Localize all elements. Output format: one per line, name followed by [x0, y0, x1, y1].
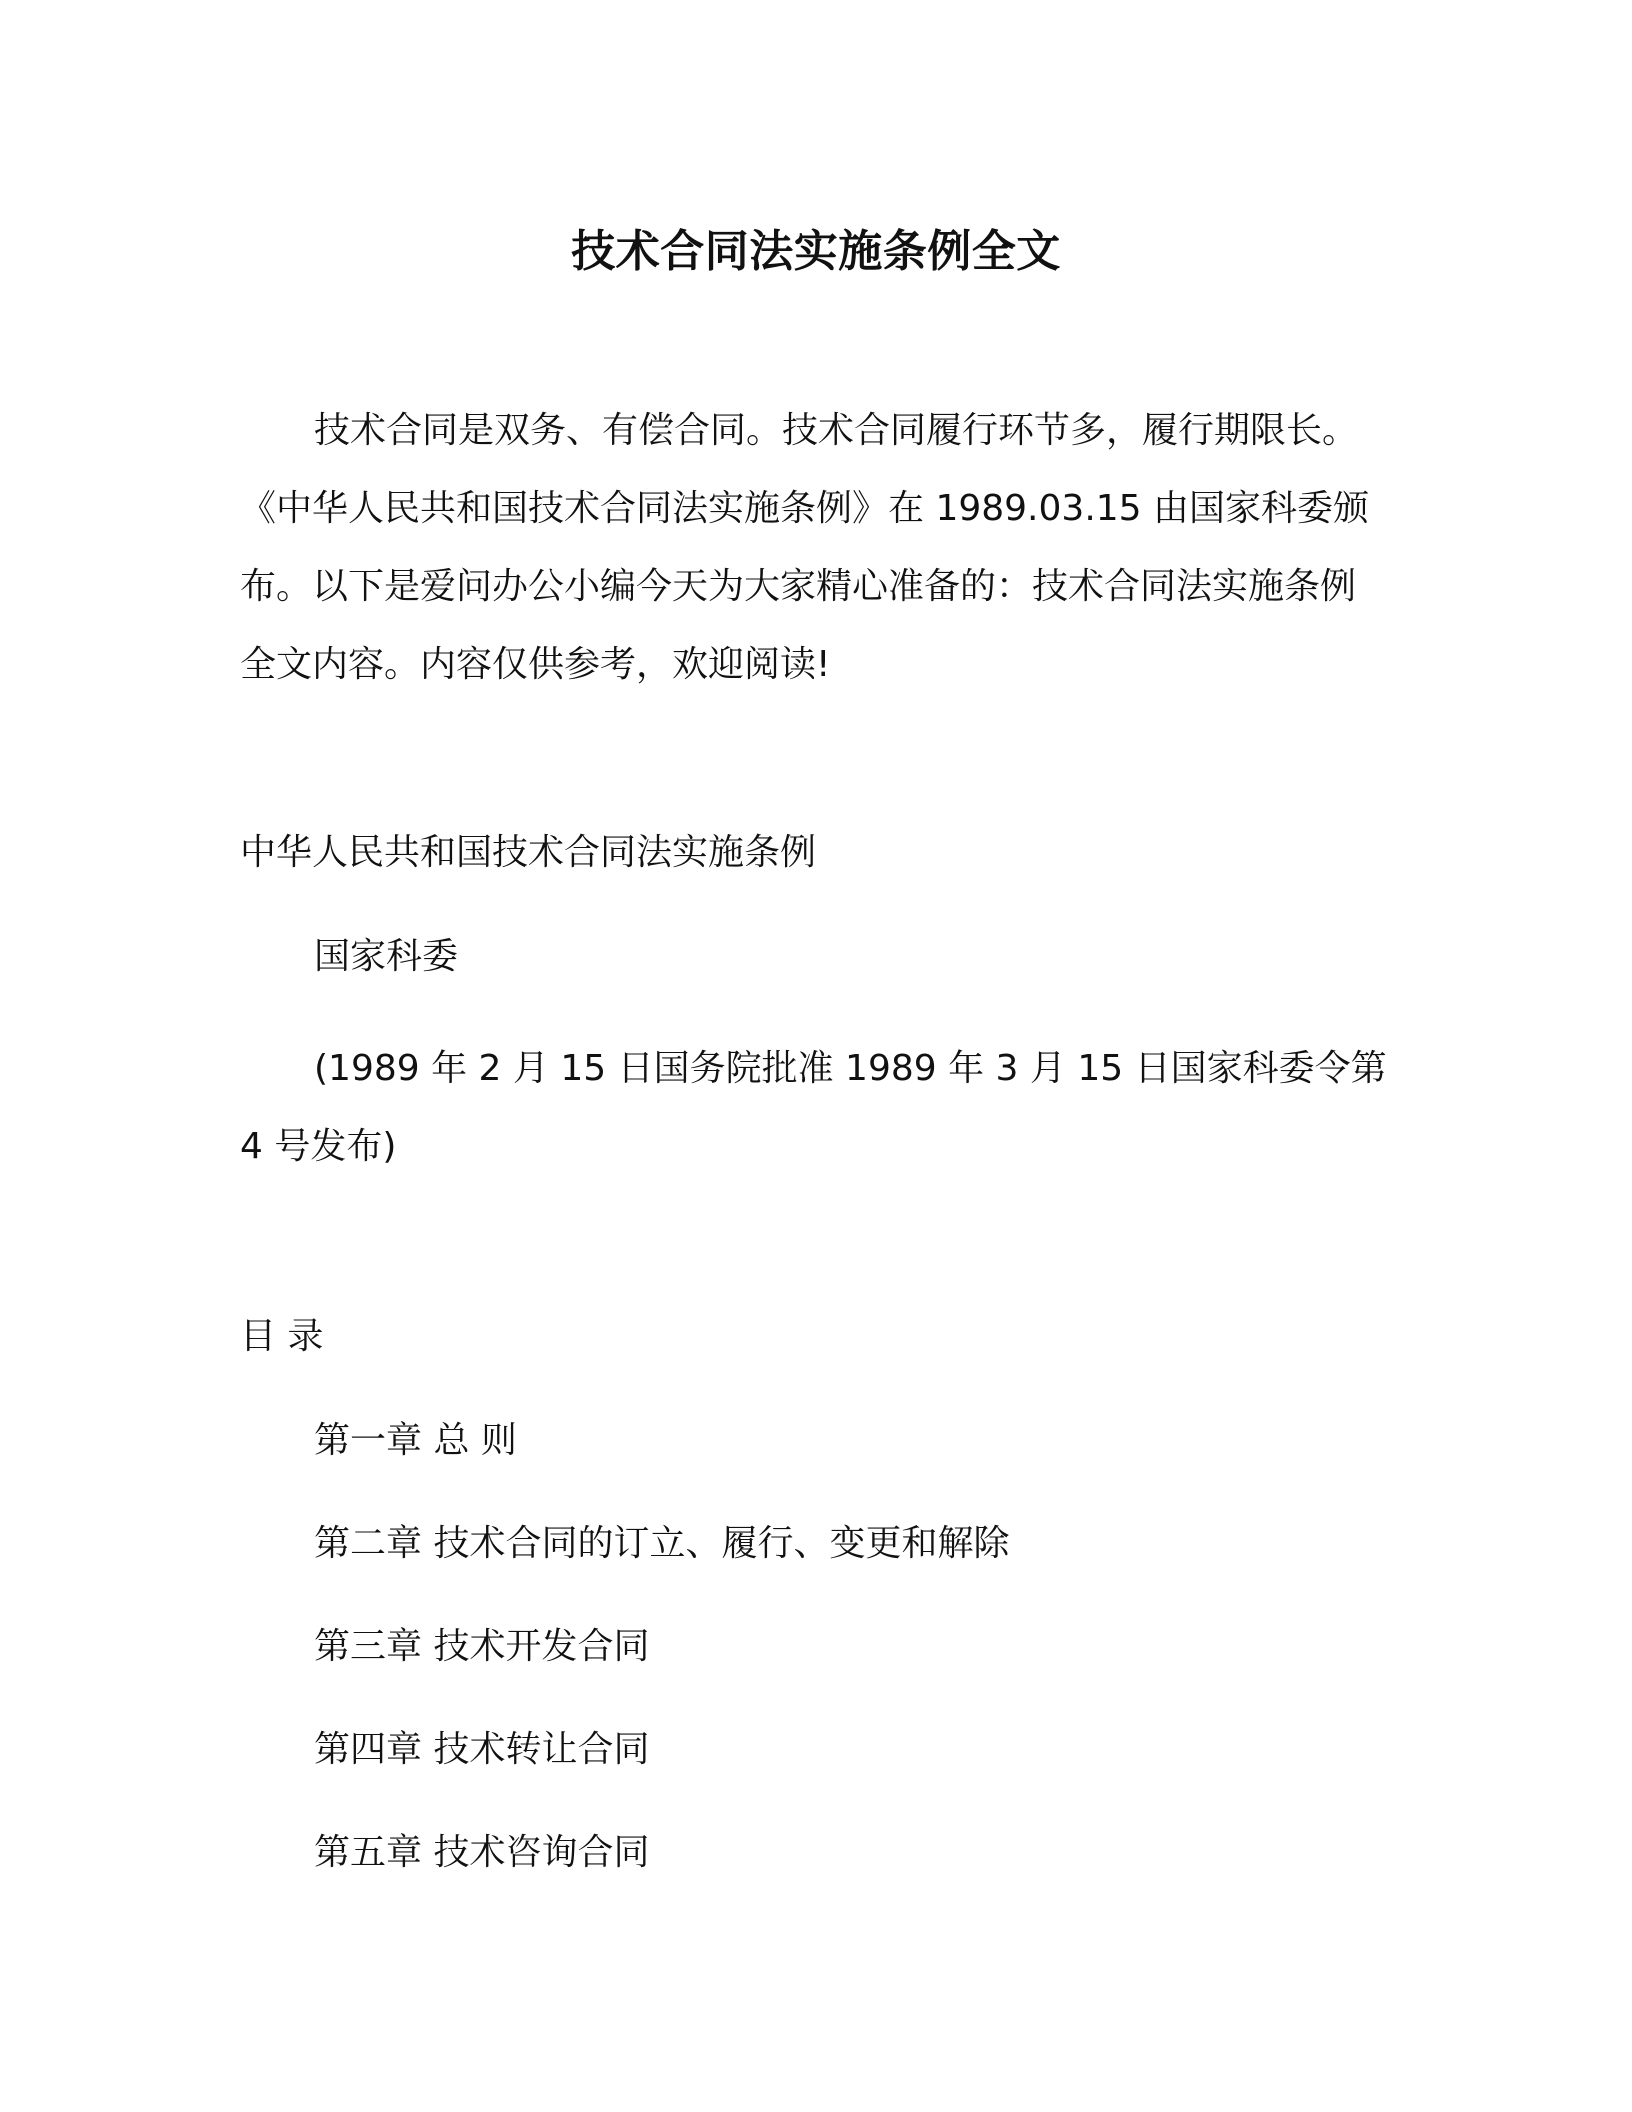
- toc-heading: 目 录: [240, 1316, 324, 1357]
- toc-item-chapter-3: 第三章 技术开发合同: [314, 1626, 650, 1667]
- law-name: 中华人民共和国技术合同法实施条例: [240, 832, 817, 873]
- approval-note: (1989 年 2 月 15 日国务院批准 1989 年 3 月 15 日国家科委令第 4 号发布): [240, 1048, 1387, 1167]
- document-title: 技术合同法实施条例全文: [571, 226, 1061, 277]
- issuer: 国家科委: [314, 936, 459, 977]
- toc-item-chapter-1: 第一章 总 则: [314, 1420, 517, 1461]
- toc-item-chapter-4: 第四章 技术转让合同: [314, 1729, 650, 1770]
- toc-item-chapter-5: 第五章 技术咨询合同: [314, 1832, 650, 1873]
- intro-paragraph: 技术合同是双务、有偿合同。技术合同履行环节多，履行期限长。《中华人民共和国技术合同法实施条例》在 1989.03.15 由国家科委颁布。以下是爱问办公小编今天为大家精心准备的：技术合同法实施条例全文内容。内容仅供参考，欢迎阅读!: [240, 410, 1370, 685]
- toc-item-chapter-2: 第二章 技术合同的订立、履行、变更和解除: [314, 1523, 1010, 1564]
